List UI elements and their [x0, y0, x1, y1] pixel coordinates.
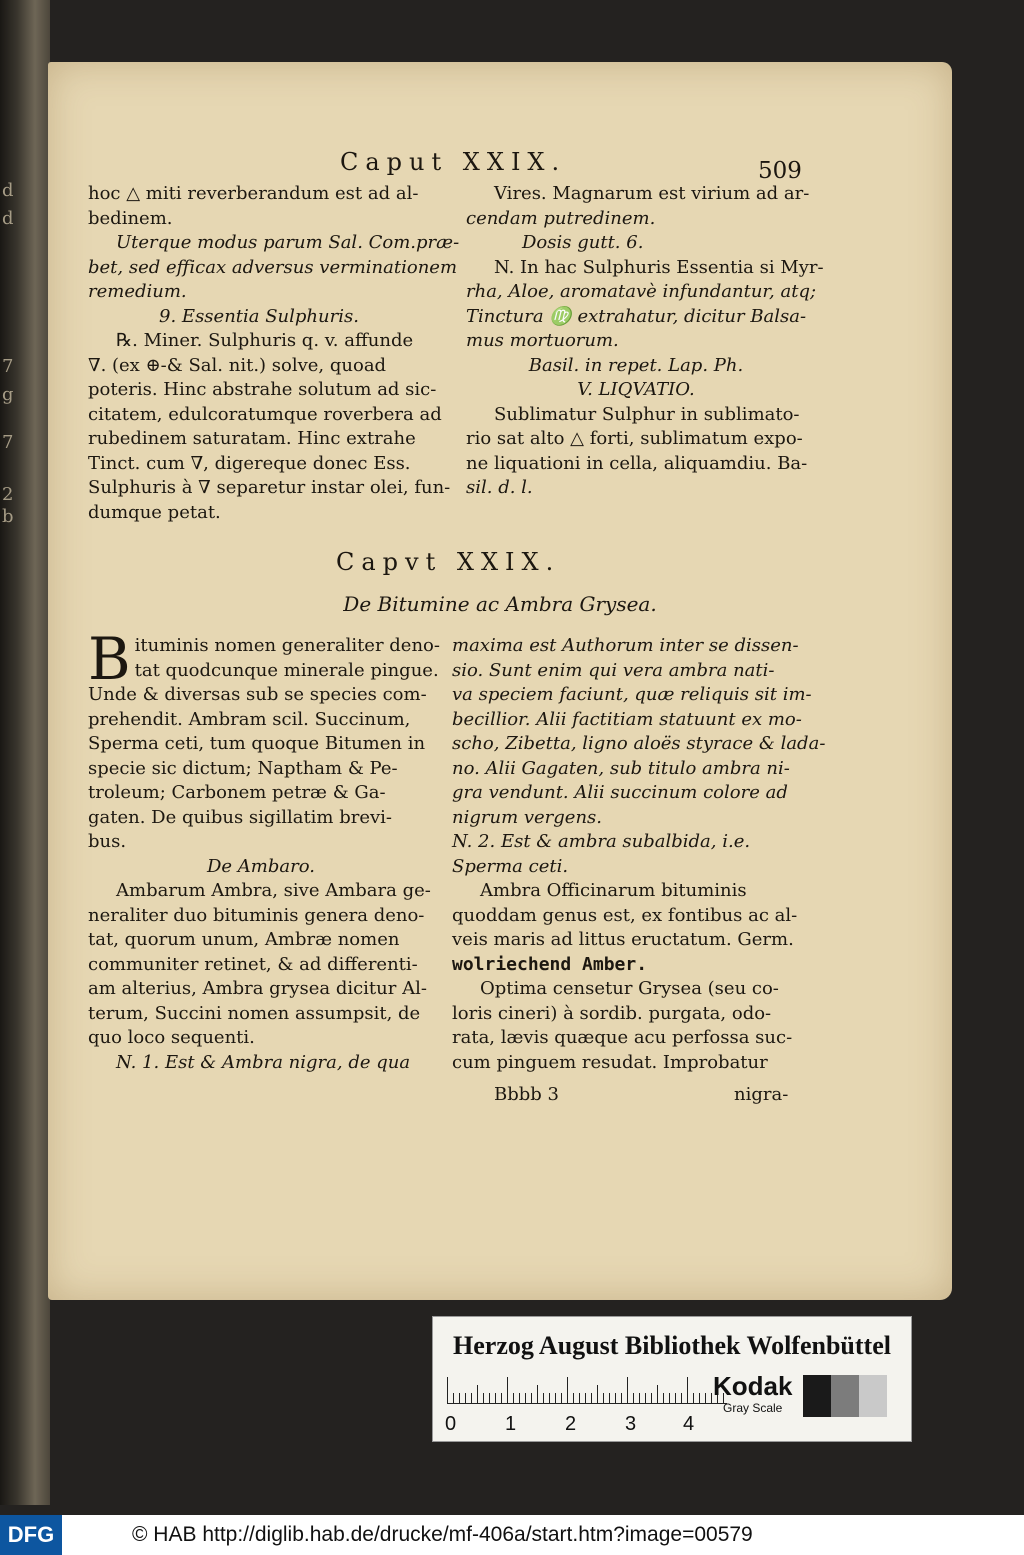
gray-scale-label: Gray Scale	[723, 1401, 783, 1415]
ruler-tick	[465, 1393, 466, 1403]
text-line: tat quodcunque minerale pingue.	[134, 659, 439, 681]
ruler-tick	[537, 1385, 538, 1403]
margin-mark: d	[2, 180, 14, 201]
ruler-scale	[447, 1375, 727, 1404]
text-line: rubedinem saturatam. Hinc extrahe	[88, 428, 416, 449]
footer-bar	[0, 1515, 1024, 1555]
german-term: wolriechend Amber.	[452, 953, 648, 975]
chapter-heading: Capvt XXIX.	[336, 548, 561, 576]
gray-swatch-mid	[831, 1375, 859, 1417]
text-line: Sublimatur Sulphur in sublimato-	[494, 403, 800, 425]
text-line: dumque petat.	[88, 501, 221, 523]
text-line: N. 2. Est & ambra subalbida, i.e.	[452, 831, 751, 852]
text-line: poteris. Hinc abstrahe solutum ad sic-	[88, 379, 437, 400]
text-line: bus.	[88, 831, 127, 852]
ruler-tick	[507, 1377, 508, 1403]
text-line: tat, quorum unum, Ambræ nomen	[88, 929, 400, 950]
signature-mark: Bbbb 3	[494, 1084, 559, 1105]
text-line: quoddam genus est, ex fontibus ac al-	[452, 904, 798, 926]
ruler-tick	[513, 1393, 514, 1403]
text-line: bedinem.	[88, 207, 173, 229]
text-line: gra vendunt. Alii succinum colore ad	[452, 782, 788, 803]
section-title: V. LIQVATIO.	[577, 379, 695, 400]
text-line: remedium.	[88, 281, 187, 302]
ruler-tick	[663, 1393, 664, 1403]
text-line: gaten. De quibus sigillatim brevi-	[88, 806, 393, 828]
margin-mark: d	[2, 208, 14, 229]
text-line: am alterius, Ambra grysea dicitur Al-	[88, 978, 427, 999]
ruler-tick	[669, 1393, 670, 1403]
drop-cap: B	[88, 625, 131, 693]
text-line: ℞. Miner. Sulphuris q. v. affunde	[116, 330, 414, 351]
ruler-tick	[471, 1393, 472, 1403]
text-line: no. Alii Gagaten, sub titulo ambra ni-	[452, 757, 790, 779]
ruler-tick	[699, 1393, 700, 1403]
text-line: sio. Sunt enim qui vera ambra nati-	[452, 659, 775, 681]
text-line: N. 1. Est & Ambra nigra, de qua	[116, 1051, 411, 1073]
ruler-tick	[645, 1393, 646, 1403]
book-page	[48, 62, 952, 1300]
text-line: Unde & diversas sub se species com-	[88, 684, 427, 705]
bottom-right-column	[452, 634, 826, 1075]
text-line: terum, Succini nomen assumpsit, de	[88, 1002, 421, 1024]
gray-swatch-light	[859, 1375, 887, 1417]
margin-mark: b	[2, 506, 14, 527]
ruler-tick	[549, 1393, 550, 1403]
ruler-tick	[489, 1393, 490, 1403]
text-line: troleum; Carbonem petræ & Ga-	[88, 782, 386, 803]
ruler-tick	[579, 1393, 580, 1403]
text-line: Ambarum Ambra, sive Ambara ge-	[116, 880, 431, 901]
ruler-tick	[615, 1393, 616, 1403]
text-line: cendam putredinem.	[466, 207, 656, 229]
text-line: maxima est Authorum inter se dissen-	[452, 635, 799, 656]
ruler-tick	[459, 1393, 460, 1403]
bottom-left-column	[88, 625, 440, 1075]
text-line: Dosis gutt. 6.	[522, 232, 644, 253]
text-line: va speciem faciunt, quæ reliquis sit im-	[452, 684, 812, 705]
text-line: quo loco sequenti.	[88, 1027, 255, 1048]
ruler-tick	[567, 1377, 568, 1403]
ruler-tick	[705, 1393, 706, 1403]
text-line: Vires. Magnarum est virium ad ar-	[494, 183, 810, 204]
top-right-column	[466, 182, 824, 501]
ruler-tick	[621, 1393, 622, 1403]
ruler-label: 4	[683, 1413, 695, 1435]
ruler-tick	[585, 1393, 586, 1403]
text-line: rio sat alto △ forti, sublimatum expo-	[466, 428, 803, 449]
text-line: Ambra Officinarum bituminis	[480, 880, 747, 901]
ruler-tick	[519, 1393, 520, 1403]
ruler-tick	[681, 1393, 682, 1403]
text-line: specie sic dictum; Naptham & Pe-	[88, 757, 398, 779]
text-line: hoc △ miti reverberandum est ad al-	[88, 183, 419, 204]
ruler-tick	[675, 1393, 676, 1403]
margin-mark: 7	[2, 356, 14, 377]
text-line: sil. d. l.	[466, 477, 533, 498]
ruler-tick	[591, 1393, 592, 1403]
ruler-tick	[609, 1393, 610, 1403]
catchword: nigra-	[734, 1084, 789, 1105]
text-line: Tinct. cum ∇, digereque donec Ess.	[88, 452, 411, 474]
ruler-tick	[657, 1385, 658, 1403]
ruler-tick	[495, 1393, 496, 1403]
ruler-tick	[651, 1393, 652, 1403]
ruler-tick	[561, 1393, 562, 1403]
ruler-tick	[633, 1393, 634, 1403]
ruler-tick	[639, 1393, 640, 1403]
ruler-tick	[687, 1377, 688, 1403]
text-line: becillior. Alii factitiam statuunt ex mo-	[452, 708, 802, 730]
ruler-tick	[627, 1377, 628, 1403]
text-line: Sulphuris à ∇ separetur instar olei, fun-	[88, 477, 451, 498]
kodak-logo: Kodak	[713, 1371, 793, 1401]
text-line: bet, sed efficax adversus verminationem	[88, 256, 458, 278]
text-line: veis maris ad littus eructatum. Germ.	[452, 929, 794, 950]
text-line: citatem, edulcoratumque roverbera ad	[88, 403, 442, 425]
ruler-label: 0	[445, 1413, 457, 1435]
text-line: scho, Zibetta, ligno aloës styrace & lada-	[452, 733, 826, 754]
ruler-tick	[711, 1393, 712, 1403]
text-line: Sperma ceti.	[452, 855, 569, 877]
ruler-tick	[483, 1393, 484, 1403]
margin-mark: 7	[2, 432, 14, 453]
ruler-label: 1	[505, 1413, 517, 1435]
ruler-tick	[531, 1393, 532, 1403]
section-title: De Ambaro.	[207, 855, 315, 877]
text-line: Optima censetur Grysea (seu co-	[480, 978, 779, 999]
text-line: N. In hac Sulphuris Essentia si Myr-	[494, 256, 824, 278]
ruler-tick	[573, 1393, 574, 1403]
text-line: neraliter duo bituminis genera deno-	[88, 904, 425, 926]
text-line: Uterque modus parum Sal. Com.præ-	[116, 232, 460, 253]
chapter-subtitle: De Bitumine ac Ambra Grysea.	[343, 592, 657, 616]
ruler-tick	[597, 1385, 598, 1403]
text-line: Tinctura ♍ extrahatur, dicitur Balsa-	[466, 305, 807, 327]
top-left-column	[88, 182, 460, 525]
color-reference-card	[432, 1316, 912, 1442]
text-line: communiter retinet, & ad differenti-	[88, 953, 418, 975]
ruler-tick	[447, 1377, 448, 1403]
gray-swatch-dark	[803, 1375, 831, 1417]
section-title: 9. Essentia Sulphuris.	[159, 305, 359, 327]
ruler-tick	[693, 1393, 694, 1403]
ruler-tick	[555, 1393, 556, 1403]
page-number: 509	[758, 158, 802, 184]
text-line: prehendit. Ambram scil. Succinum,	[88, 708, 411, 730]
copyright-url[interactable]: © HAB http://diglib.hab.de/drucke/mf-406a/start.htm?image=00579	[132, 1523, 753, 1546]
ruler-tick	[543, 1393, 544, 1403]
ruler-tick	[453, 1393, 454, 1403]
text-line: ∇. (ex ⊕-& Sal. nit.) solve, quoad	[88, 354, 387, 376]
text-line: ituminis nomen generaliter deno-	[134, 635, 440, 656]
text-line: Sperma ceti, tum quoque Bitumen in	[88, 733, 426, 754]
adjacent-page-edge	[0, 0, 50, 1505]
margin-mark: 2	[2, 484, 14, 505]
margin-mark: g	[2, 384, 14, 405]
dfg-logo[interactable]: DFG	[0, 1515, 62, 1555]
text-line: rata, lævis quæque acu perfossa suc-	[452, 1027, 793, 1048]
source-reference: Basil. in repet. Lap. Ph.	[528, 354, 744, 376]
ruler-label: 3	[625, 1413, 637, 1435]
text-line: mus mortuorum.	[466, 330, 619, 351]
text-line: cum pinguem resudat. Improbatur	[452, 1051, 768, 1073]
library-name: Herzog August Bibliothek Wolfenbüttel	[453, 1331, 891, 1360]
ruler-tick	[525, 1393, 526, 1403]
ruler-tick	[477, 1385, 478, 1403]
running-head: Caput XXIX.	[340, 148, 567, 176]
ruler-tick	[501, 1393, 502, 1403]
text-line: rha, Aloe, aromatavè infundantur, atq;	[466, 281, 817, 302]
ruler-label: 2	[565, 1413, 577, 1435]
text-line: loris cineri) à sordib. purgata, odo-	[452, 1002, 772, 1024]
text-line: nigrum vergens.	[452, 806, 603, 828]
ruler-tick	[603, 1393, 604, 1403]
text-line: ne liquationi in cella, aliquamdiu. Ba-	[466, 452, 808, 474]
